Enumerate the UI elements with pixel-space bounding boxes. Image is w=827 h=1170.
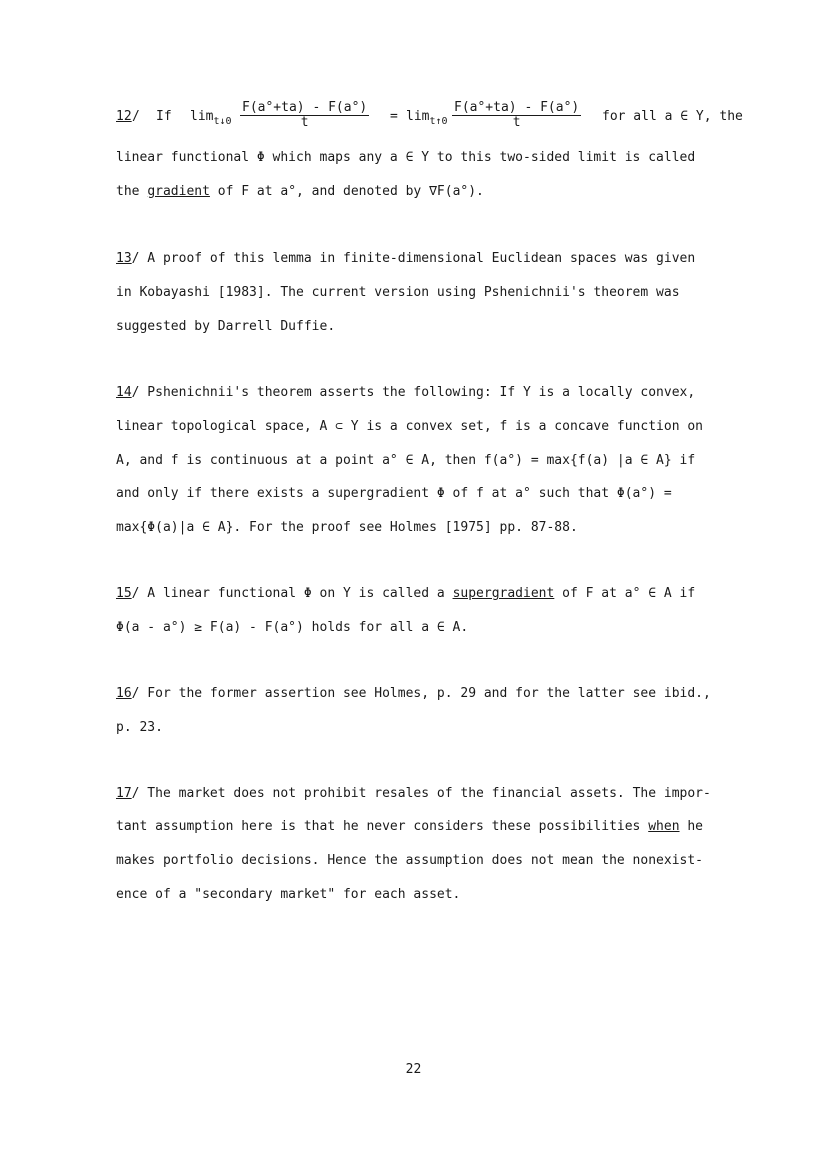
page-number: 22	[405, 1062, 422, 1077]
note-17-line-1: 17/ The market does not prohibit resales of the financial assets. The impor-	[116, 786, 711, 801]
note-14-line-2: linear topological space, A ⊂ Y is a convex set, f is a concave function on	[116, 419, 703, 434]
fraction-2	[452, 100, 581, 130]
note-13-line-2: in Kobayashi [1983]. The current version using Pshenichnii's theorem was	[116, 285, 680, 300]
note-12-number: 12	[116, 109, 132, 124]
fraction-1	[240, 100, 369, 130]
note-17-line-3: makes portfolio decisions. Hence the assumption does not mean the nonexist-	[116, 853, 703, 868]
fraction-1-denominator: t	[300, 115, 309, 130]
note-12-line-3: the gradient of F at a°, and denoted by ∇F(a°).	[116, 184, 484, 199]
note-14-line-5: max{Φ(a)|a ∈ A}. For the proof see Holmes [1975] pp. 87-88.	[116, 520, 578, 535]
supergradient-term: supergradient	[452, 586, 555, 601]
when-term: when	[648, 819, 680, 834]
gradient-term: gradient	[147, 184, 210, 199]
note-12-formula	[116, 100, 756, 136]
fraction-2-denominator: t	[512, 115, 521, 130]
note-14-line-1: 14/ Pshenichnii's theorem asserts the following: If Y is a locally convex,	[116, 385, 696, 400]
note-14-line-3: A, and f is continuous at a point a° ∈ A, then f(a°) = max{f(a) |a ∈ A} if	[116, 453, 696, 468]
note-16-number: 16	[116, 686, 132, 701]
note-12-if: If	[156, 109, 172, 124]
fraction-1-numerator: F(a°+ta) - F(a°)	[242, 100, 368, 115]
fraction-2-numerator: F(a°+ta) - F(a°)	[454, 100, 580, 115]
note-15-number: 15	[116, 586, 132, 601]
note-12-slash: /	[132, 109, 140, 124]
note-17-number: 17	[116, 786, 132, 801]
note-14-number: 14	[116, 385, 132, 400]
note-15-line-2: Φ(a - a°) ≥ F(a) - F(a°) holds for all a ∈ A.	[116, 620, 469, 635]
equals-sign: =	[390, 109, 398, 124]
note-12-line-2: linear functional Φ which maps any a ∈ Y to this two-sided limit is called	[116, 150, 696, 165]
note-14-line-4: and only if there exists a supergradient Φ of f at a° such that Φ(a°) =	[116, 486, 672, 501]
note-17-line-2: tant assumption here is that he never considers these possibilities when he	[116, 819, 704, 834]
note-13-line-1: 13/ A proof of this lemma in finite-dimensional Euclidean spaces was given	[116, 251, 696, 266]
note-12-tail: for all a ∈ Y, the	[602, 109, 743, 124]
note-15-line-1: 15/ A linear functional Φ on Y is called a supergradient of F at a° ∈ A if	[116, 586, 696, 601]
lim-up: $\lim_{t↑0}$	[406, 109, 448, 127]
note-16-line-1: 16/ For the former assertion see Holmes, p. 29 and for the latter see ibid.,	[116, 686, 711, 701]
note-16-line-2: p. 23.	[116, 720, 163, 735]
note-13-line-3: suggested by Darrell Duffie.	[116, 319, 336, 334]
note-17-line-4: ence of a "secondary market" for each asset.	[116, 887, 461, 902]
lim-down: $\lim_{t↓0}$	[190, 109, 232, 127]
note-13-number: 13	[116, 251, 132, 266]
